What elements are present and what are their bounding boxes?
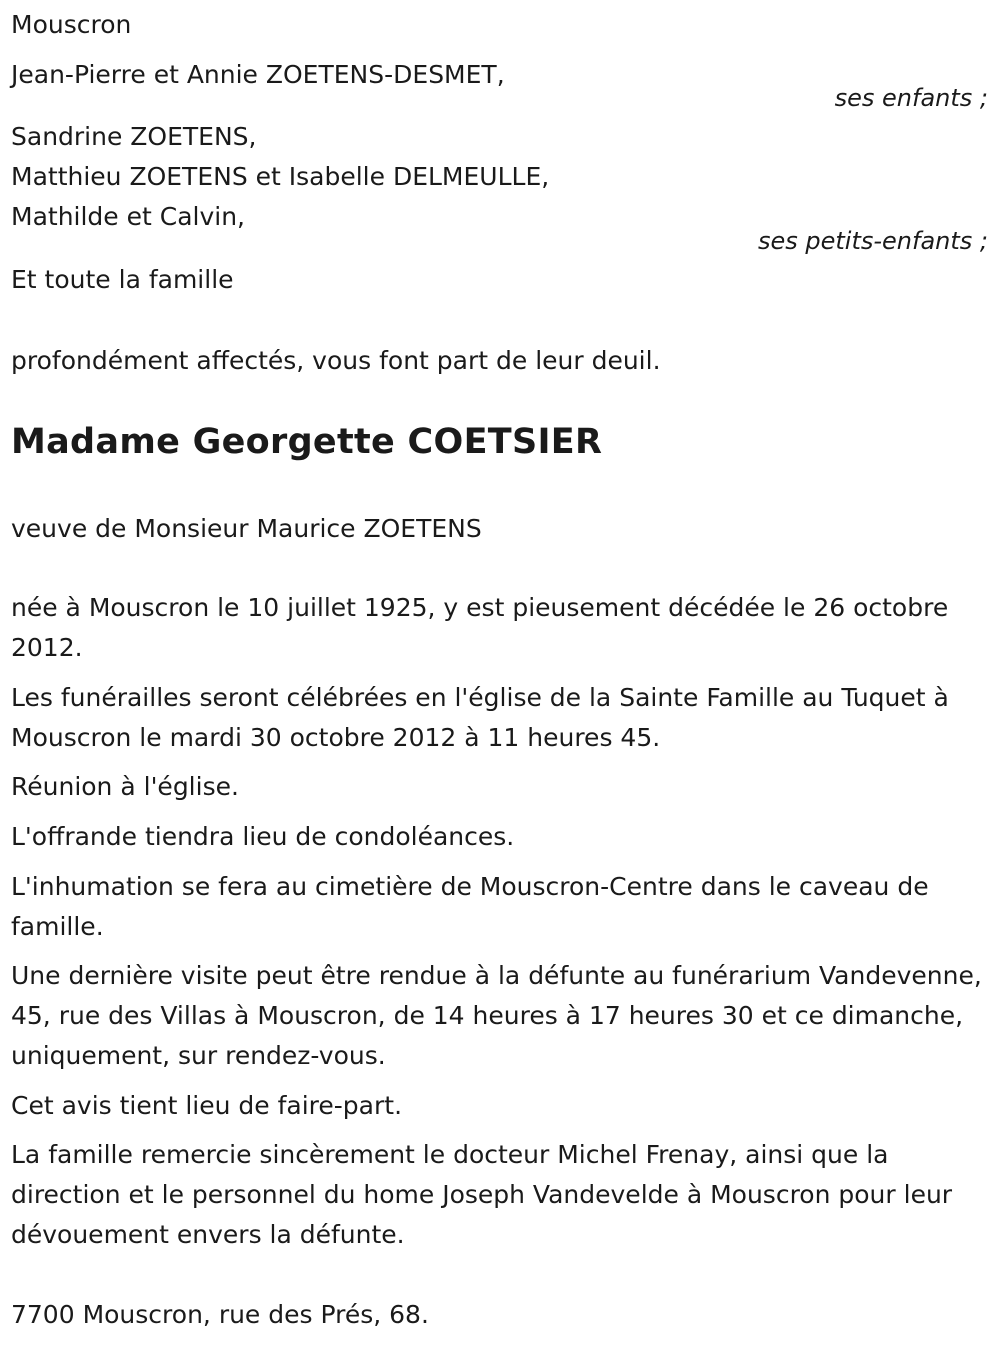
announcement-text: profondément affectés, vous font part de leur deuil. [11, 346, 661, 375]
body-paragraph-burial: L'inhumation se fera au cimetière de Mouscron-Centre dans le caveau de famille. [11, 872, 929, 941]
children-label: ses enfants ; [834, 84, 988, 112]
children-names: Jean-Pierre et Annie ZOETENS-DESMET, [11, 60, 505, 89]
grandchild-line: Mathilde et Calvin, [11, 202, 246, 231]
grandchild-line: Sandrine ZOETENS, [11, 122, 257, 151]
body-paragraph-thanks: La famille remercie sincèrement le docteur Michel Frenay, ainsi que la direction et le personnel du home Joseph Vandevelde à Mouscron pour leur dévouement envers la défunte. [11, 1140, 953, 1249]
body-paragraph-offering: L'offrande tiendra lieu de condoléances. [11, 822, 515, 851]
grandchildren-label: ses petits-enfants ; [757, 227, 988, 255]
body-paragraph-funeral: Les funérailles seront célébrées en l'église de la Sainte Famille au Tuquet à Mouscron le mardi 30 octobre 2012 à 11 heures 45. [11, 683, 949, 752]
body-paragraph-birth-death: née à Mouscron le 10 juillet 1925, y est pieusement décédée le 26 octobre 2012. [11, 593, 949, 662]
address-line: 7700 Mouscron, rue des Prés, 68. [11, 1300, 429, 1329]
widow-of-line: veuve de Monsieur Maurice ZOETENS [11, 514, 482, 543]
deceased-name: Madame Georgette COETSIER [11, 422, 603, 462]
body-paragraph-notice: Cet avis tient lieu de faire-part. [11, 1091, 403, 1120]
all-family-line: Et toute la famille [11, 265, 234, 294]
grandchild-line: Matthieu ZOETENS et Isabelle DELMEULLE, [11, 162, 550, 191]
body-paragraph-visit: Une dernière visite peut être rendue à la défunte au funérarium Vandevenne, 45, rue des Villas à Mouscron, de 14 heures à 17 heures 30 et ce dimanche, uniquement, sur rendez-vous. [11, 961, 982, 1070]
body-paragraph-meeting: Réunion à l'église. [11, 772, 239, 801]
header-city: Mouscron [11, 10, 132, 39]
